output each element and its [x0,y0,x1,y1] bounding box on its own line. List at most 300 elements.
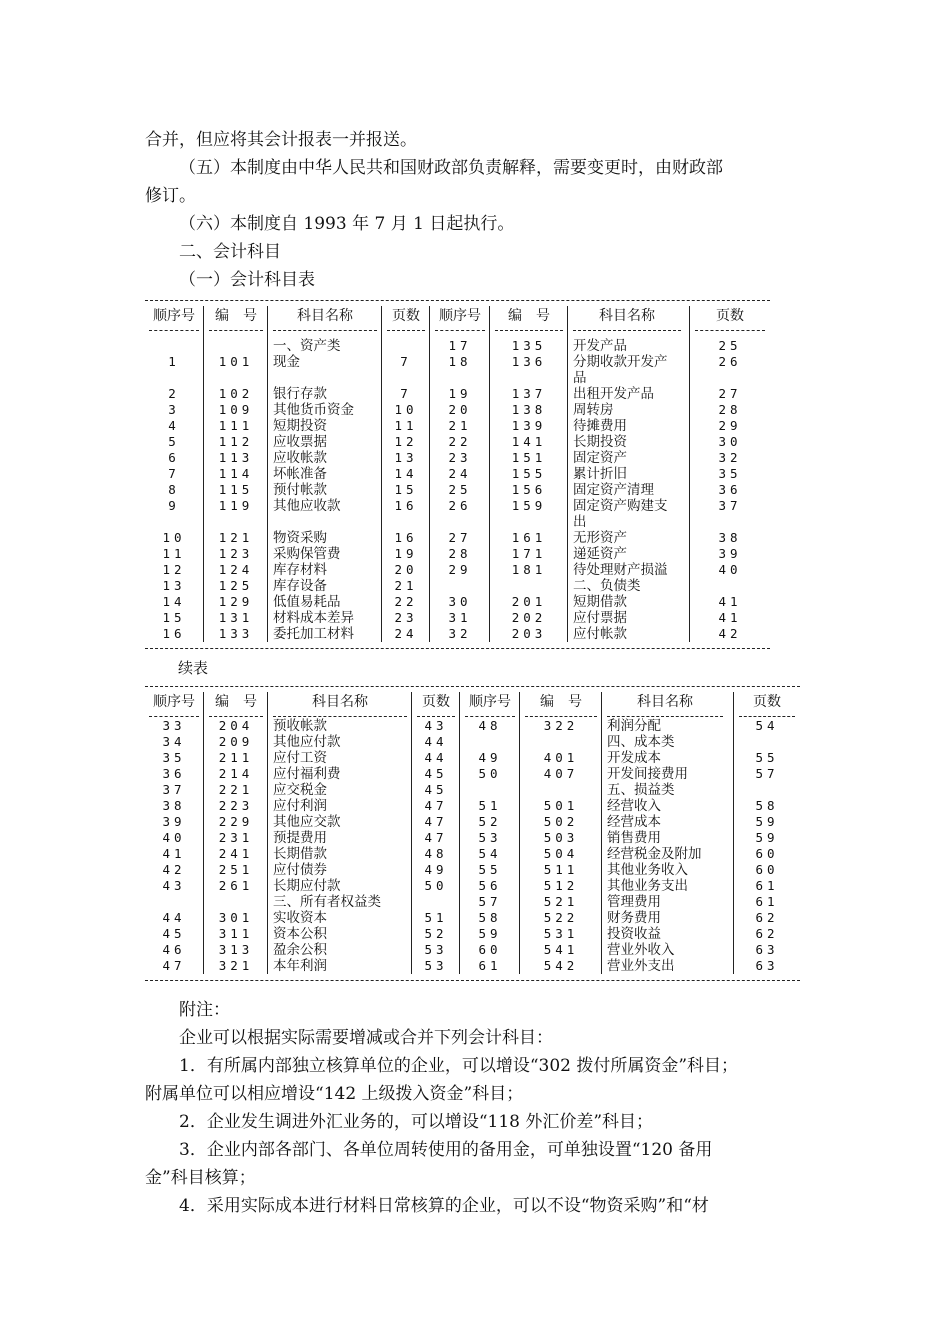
table-cell-text: 应收帐款 [273,450,327,466]
table-cell-number: 49 [424,862,448,877]
table-cell-number: 133 [218,626,254,641]
table-cell-text: 资本公积 [273,926,327,942]
table-row [145,814,800,830]
table-row [145,514,770,530]
table-cell-number: 251 [218,862,254,877]
table-row [145,434,770,450]
table-row [145,466,770,482]
table-row [145,418,770,434]
paragraph-line: 3．企业内部各部门、各单位周转使用的备用金，可单独设置“120 备用 [179,1140,713,1160]
table-cell-number: 7 [168,466,180,481]
table-row [145,846,800,862]
table-cell-number: 181 [511,562,547,577]
table-cell-number: 21 [394,578,418,593]
table-cell-text: 出租开发产品 [573,386,654,402]
header-underline [149,330,199,331]
table-cell-number: 25 [448,482,472,497]
table-cell-number: 53 [424,958,448,973]
table-cell-number: 40 [718,562,742,577]
column-header: 顺序号 [439,308,481,324]
table-cell-number: 20 [448,402,472,417]
table-cell-text: 经营成本 [607,814,661,830]
table-cell-number: 119 [218,498,254,513]
table-cell-number: 18 [448,354,472,369]
table-cell-number: 63 [755,958,779,973]
table-cell-number: 112 [218,434,254,449]
table-cell-text: 应付工资 [273,750,327,766]
table-cell-number: 14 [394,466,418,481]
table-cell-number: 41 [718,610,742,625]
table-cell-number: 62 [755,926,779,941]
table-cell-text: 长期投资 [573,434,627,450]
table-cell-number: 56 [478,878,502,893]
paragraph-line: 修订。 [145,186,196,206]
column-header: 科目名称 [312,694,368,710]
table-cell-number: 3 [168,402,180,417]
table-cell-number: 31 [448,610,472,625]
table-row [145,498,770,514]
table-cell-number: 1 [168,354,180,369]
table-cell-number: 53 [478,830,502,845]
table-cell-number: 41 [718,594,742,609]
table-cell-number: 137 [511,386,547,401]
table-cell-number: 38 [718,530,742,545]
table-cell-number: 61 [755,878,779,893]
table-cell-number: 407 [543,766,579,781]
table-cell-number: 36 [162,766,186,781]
table-cell-number: 21 [448,418,472,433]
table-cell-text: 无形资产 [573,530,627,546]
table-cell-number: 35 [162,750,186,765]
table-cell-number: 37 [162,782,186,797]
table-cell-number: 43 [162,878,186,893]
table-cell-number: 6 [168,450,180,465]
column-header: 科目名称 [297,308,353,324]
table-cell-number: 12 [162,562,186,577]
table-cell-number: 58 [755,798,779,813]
table-cell-number: 159 [511,498,547,513]
table-cell-text: 五、损益类 [607,782,675,798]
header-underline [739,716,795,717]
table-cell-number: 401 [543,750,579,765]
table-cell-text: 本年利润 [273,958,327,974]
table-cell-number: 209 [218,734,254,749]
table-cell-number: 10 [162,530,186,545]
table-row [145,750,800,766]
table-cell-number: 111 [218,418,254,433]
table-cell-text: 财务费用 [607,910,661,926]
table-cell-number: 109 [218,402,254,417]
table-cell-text: 短期借款 [573,594,627,610]
table-cell-number: 502 [543,814,579,829]
table-cell-number: 311 [218,926,254,941]
table-cell-number: 55 [478,862,502,877]
table-cell-text: 分期收款开发产 [573,354,668,370]
header-underline [209,716,263,717]
table-row [145,894,800,910]
table-cell-number: 10 [394,402,418,417]
table-cell-number: 48 [478,718,502,733]
table-cell-number: 61 [755,894,779,909]
table-cell-number: 50 [478,766,502,781]
table-cell-text: 出 [573,514,587,530]
table-cell-number: 541 [543,942,579,957]
paragraph-line: （六）本制度自 1993 年 7 月 1 日起执行。 [179,214,515,234]
table-cell-text: 材料成本差异 [273,610,354,626]
table-cell-number: 48 [424,846,448,861]
table-cell-text: 其他业务收入 [607,862,688,878]
table-cell-number: 16 [394,530,418,545]
table-cell-number: 36 [718,482,742,497]
table-cell-text: 营业外支出 [607,958,675,974]
table-cell-number: 24 [394,626,418,641]
column-header: 编 号 [215,694,257,710]
table-cell-number: 313 [218,942,254,957]
table-cell-number: 61 [478,958,502,973]
table-cell-number: 14 [162,594,186,609]
table-row [145,958,800,974]
table-cell-number: 241 [218,846,254,861]
table-row [145,594,770,610]
table-cell-number: 138 [511,402,547,417]
table-cell-number: 161 [511,530,547,545]
table-cell-number: 27 [448,530,472,545]
table-cell-number: 43 [424,718,448,733]
table-cell-text: 一、资产类 [273,338,341,354]
table-cell-number: 58 [478,910,502,925]
table-cell-number: 9 [168,498,180,513]
table-cell-number: 20 [394,562,418,577]
table-cell-number: 28 [718,402,742,417]
table-cell-number: 51 [478,798,502,813]
table-cell-number: 15 [394,482,418,497]
column-header: 顺序号 [153,308,195,324]
table-cell-number: 102 [218,386,254,401]
table-cell-text: 库存材料 [273,562,327,578]
table-bottom-rule [145,648,770,649]
table-cell-text: 银行存款 [273,386,327,402]
header-underline [525,716,597,717]
column-header: 科目名称 [599,308,655,324]
table-cell-text: 周转房 [573,402,614,418]
column-header: 页数 [716,308,744,324]
table-cell-number: 504 [543,846,579,861]
table-cell-text: 开发产品 [573,338,627,354]
table-cell-text: 现金 [273,354,300,370]
table-cell-text: 经营税金及附加 [607,846,702,862]
table-cell-number: 13 [394,450,418,465]
table-cell-number: 40 [162,830,186,845]
table-cell-number: 11 [394,418,418,433]
table-cell-text: 品 [573,370,587,386]
column-header: 顺序号 [469,694,511,710]
table-cell-text: 盈余公积 [273,942,327,958]
table-cell-text: 待摊费用 [573,418,627,434]
table-cell-text: 四、成本类 [607,734,675,750]
table-cell-number: 45 [162,926,186,941]
table-cell-number: 32 [718,450,742,465]
section-heading: 二、会计科目 [179,242,281,262]
table-cell-number: 204 [218,718,254,733]
table-cell-number: 47 [162,958,186,973]
table-top-rule [145,300,770,301]
table-cell-number: 5 [168,434,180,449]
table-row [145,926,800,942]
table-cell-number: 60 [755,862,779,877]
table-row [145,530,770,546]
table-cell-text: 实收资本 [273,910,327,926]
note-heading: 附注： [179,1000,230,1020]
table-cell-text: 累计折旧 [573,466,627,482]
table-cell-number: 57 [755,766,779,781]
table-cell-number: 60 [755,846,779,861]
header-underline [273,716,407,717]
table-row [145,578,770,594]
table-cell-number: 62 [755,910,779,925]
table-cell-number: 521 [543,894,579,909]
table-cell-text: 三、所有者权益类 [273,894,381,910]
paragraph-line: 附属单位可以相应增设“142 上级拨入资金”科目； [145,1084,524,1104]
table-cell-number: 8 [168,482,180,497]
table-cell-text: 开发成本 [607,750,661,766]
header-underline [465,716,515,717]
table-row [145,942,800,958]
table-cell-number: 115 [218,482,254,497]
table-row [145,718,800,734]
column-header: 科目名称 [637,694,693,710]
paragraph-line: 合并，但应将其会计报表一并报送。 [145,130,417,150]
table-cell-number: 114 [218,466,254,481]
table-cell-number: 39 [718,546,742,561]
table-cell-number: 45 [424,782,448,797]
table-cell-number: 22 [448,434,472,449]
table-row [145,798,800,814]
table-cell-number: 16 [394,498,418,513]
table-cell-text: 固定资产购建支 [573,498,668,514]
table-cell-number: 141 [511,434,547,449]
table-cell-number: 54 [755,718,779,733]
table-cell-number: 301 [218,910,254,925]
table-cell-text: 应付帐款 [573,626,627,642]
subsection-heading: （一）会计科目表 [179,270,315,290]
table-cell-text: 管理费用 [607,894,661,910]
table-cell-number: 211 [218,750,254,765]
table-row [145,766,800,782]
table-row [145,878,800,894]
table-cell-number: 125 [218,578,254,593]
table-cell-number: 15 [162,610,186,625]
table-cell-text: 递延资产 [573,546,627,562]
table-cell-number: 44 [162,910,186,925]
table-cell-number: 45 [424,766,448,781]
table-row [145,910,800,926]
table-cell-text: 长期应付款 [273,878,341,894]
column-header: 编 号 [540,694,582,710]
table-continued-label: 续表 [178,659,209,677]
paragraph-line: 企业可以根据实际需要增减或合并下列会计科目： [179,1028,553,1048]
table-cell-number: 201 [511,594,547,609]
table-cell-number: 171 [511,546,547,561]
table-cell-text: 固定资产 [573,450,627,466]
table-row [145,830,800,846]
paragraph-line: （五）本制度由中华人民共和国财政部负责解释，需要变更时，由财政部 [179,158,723,178]
table-cell-number: 113 [218,450,254,465]
table-cell-number: 46 [162,942,186,957]
table-cell-number: 22 [394,594,418,609]
table-cell-number: 155 [511,466,547,481]
table-cell-text: 短期投资 [273,418,327,434]
paragraph-line: 4．采用实际成本进行材料日常核算的企业，可以不设“物资采购”和“材 [179,1196,709,1216]
table-cell-text: 预付帐款 [273,482,327,498]
table-cell-text: 坏帐准备 [273,466,327,482]
table-cell-number: 11 [162,546,186,561]
paragraph-line: 金”科目核算； [145,1168,256,1188]
header-underline [573,330,681,331]
table-row [145,386,770,402]
table-cell-text: 销售费用 [607,830,661,846]
table-cell-number: 135 [511,338,547,353]
table-cell-number: 63 [755,942,779,957]
table-cell-number: 49 [478,750,502,765]
table-cell-number: 136 [511,354,547,369]
table-cell-number: 54 [478,846,502,861]
table-cell-number: 47 [424,814,448,829]
table-cell-text: 开发间接费用 [607,766,688,782]
table-cell-number: 131 [218,610,254,625]
table-row [145,402,770,418]
header-underline [387,330,425,331]
table-cell-number: 261 [218,878,254,893]
table-bottom-rule [145,980,800,981]
table-cell-number: 51 [424,910,448,925]
table-cell-number: 44 [424,750,448,765]
table-cell-text: 其他应付款 [273,734,341,750]
table-cell-number: 53 [424,942,448,957]
table-cell-number: 19 [394,546,418,561]
table-cell-number: 59 [755,814,779,829]
table-cell-number: 123 [218,546,254,561]
table-cell-number: 512 [543,878,579,893]
table-row [145,734,800,750]
table-cell-number: 39 [162,814,186,829]
column-header: 页数 [753,694,781,710]
table-cell-number: 33 [162,718,186,733]
header-underline [495,330,563,331]
table-cell-number: 50 [424,878,448,893]
table-cell-text: 待处理财产损溢 [573,562,668,578]
table-row [145,338,770,354]
table-cell-number: 129 [218,594,254,609]
table-cell-text: 营业外收入 [607,942,675,958]
header-underline [695,330,765,331]
table-cell-text: 投资收益 [607,926,661,942]
column-header: 编 号 [508,308,550,324]
table-cell-number: 47 [424,798,448,813]
table-cell-number: 23 [394,610,418,625]
table-cell-text: 固定资产清理 [573,482,654,498]
table-cell-number: 32 [448,626,472,641]
table-row [145,546,770,562]
table-cell-text: 其他应交款 [273,814,341,830]
table-cell-number: 156 [511,482,547,497]
table-cell-number: 19 [448,386,472,401]
table-cell-text: 预收帐款 [273,718,327,734]
table-cell-number: 522 [543,910,579,925]
paragraph-line: 1．有所属内部独立核算单位的企业，可以增设“302 拨付所属资金”科目； [179,1056,739,1076]
table-cell-number: 28 [448,546,472,561]
table-cell-number: 501 [543,798,579,813]
table-cell-number: 59 [755,830,779,845]
column-header: 顺序号 [153,694,195,710]
table-cell-number: 16 [162,626,186,641]
table-cell-number: 38 [162,798,186,813]
table-cell-number: 7 [400,354,412,369]
table-cell-number: 60 [478,942,502,957]
table-cell-number: 55 [755,750,779,765]
table-cell-number: 41 [162,846,186,861]
table-cell-number: 542 [543,958,579,973]
table-cell-number: 35 [718,466,742,481]
accounting-subjects-table-continued [145,678,800,986]
paragraph-line: 2．企业发生调进外汇业务的，可以增设“118 外汇价差”科目； [179,1112,654,1132]
table-cell-text: 应付票据 [573,610,627,626]
table-cell-number: 30 [448,594,472,609]
table-row [145,862,800,878]
table-cell-number: 59 [478,926,502,941]
table-cell-text: 应收票据 [273,434,327,450]
table-cell-text: 低值易耗品 [273,594,341,610]
table-row [145,562,770,578]
header-underline [273,330,377,331]
table-cell-text: 利润分配 [607,718,661,734]
table-cell-number: 25 [718,338,742,353]
table-cell-number: 531 [543,926,579,941]
table-cell-number: 57 [478,894,502,909]
table-cell-number: 29 [718,418,742,433]
table-cell-number: 47 [424,830,448,845]
table-row [145,782,800,798]
table-cell-number: 12 [394,434,418,449]
table-row [145,370,770,386]
table-cell-number: 4 [168,418,180,433]
table-cell-number: 121 [218,530,254,545]
table-cell-text: 应付福利费 [273,766,341,782]
table-cell-number: 202 [511,610,547,625]
table-cell-number: 229 [218,814,254,829]
table-cell-number: 26 [718,354,742,369]
table-cell-text: 库存设备 [273,578,327,594]
table-cell-text: 采购保管费 [273,546,341,562]
table-cell-number: 139 [511,418,547,433]
table-cell-number: 24 [448,466,472,481]
table-cell-number: 221 [218,782,254,797]
table-cell-number: 503 [543,830,579,845]
table-cell-number: 26 [448,498,472,513]
table-cell-number: 2 [168,386,180,401]
table-cell-number: 124 [218,562,254,577]
table-cell-number: 52 [478,814,502,829]
table-cell-text: 其他应收款 [273,498,341,514]
table-cell-number: 17 [448,338,472,353]
table-cell-text: 应付利润 [273,798,327,814]
table-cell-number: 30 [718,434,742,449]
table-cell-text: 其他货币资金 [273,402,354,418]
table-top-rule [145,686,800,687]
table-cell-text: 经营收入 [607,798,661,814]
table-cell-number: 23 [448,450,472,465]
table-cell-number: 7 [400,386,412,401]
table-row [145,354,770,370]
